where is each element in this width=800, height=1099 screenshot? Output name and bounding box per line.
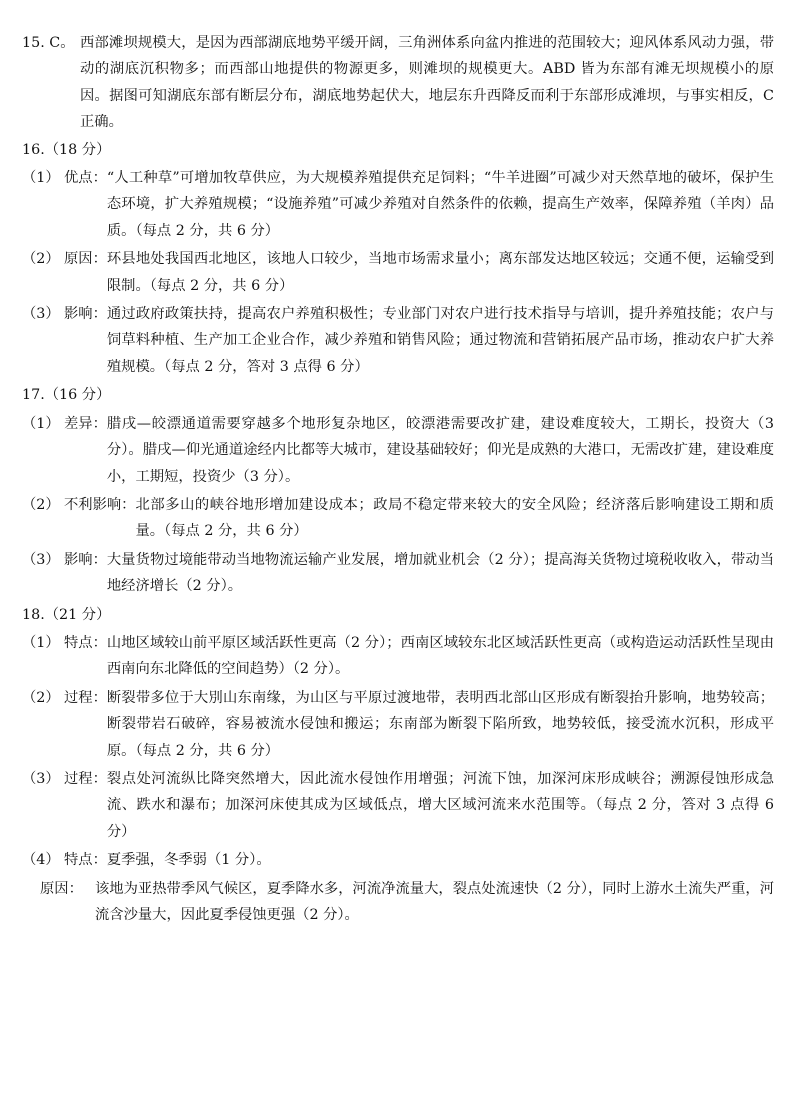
q17-item-1-text: 腊戌—皎漂通道需要穿越多个地形复杂地区，皎漂港需要改扩建，建设难度较大，工期长，投资大（3 分）。腊戌—仰光通道途经内比都等大城市，建设基础较好；仰光是成熟的大港口，无需改扩建，建设难度小，工期短，投资少（3 分）。 [106,415,774,485]
question-15-text: 西部滩坝规模大，是因为西部湖底地势平缓开阔，三角洲体系向盆内推进的范围较大；迎风体系风动力强，带动的湖底沉积物多；而西部山地提供的物源更多，则滩坝的规模更大。ABD 皆为东部有滩无坝规模小的原因。据图可知湖底东部有断层分布，湖底地势起伏大，地层东升西降反而利于东部形成滩坝，与事实相反，C 正确。 [80,35,774,131]
q18-item-1-text: 山地区域较山前平原区域活跃性更高（2 分）；西南区域较东北区域活跃性更高（或构造运动活跃性呈现由西南向东北降低的空间趋势）（2 分）。 [106,634,774,678]
q16-item-3-text: 通过政府政策扶持，提高农户养殖积极性；专业部门对农户进行技术指导与培训，提升养殖技能；农户与饲草料种植、生产加工企业合作，减少养殖和销售风险；通过物流和营销拓展产品市场，推动农户扩大养殖规模。（每点 2 分，答对 3 点得 6 分） [106,306,774,375]
q16-item-3-label: 影响： [64,306,107,323]
q16-item-2 [22,246,774,299]
q17-item-3-number: （3） [22,551,60,568]
q18-item-4-text: 夏季强，冬季弱（1 分）。 [106,852,271,869]
question-16 [22,137,774,381]
q17-item-1-number: （1） [22,415,60,432]
question-15 [22,30,774,136]
q18-item-4-label: 特点： [64,852,107,869]
q18-item-2-number: （2） [22,689,60,706]
question-17-title: 17.（16 分） [22,387,111,404]
question-17 [22,382,774,599]
q18-item-3 [22,766,774,845]
q16-item-1-label: 优点： [64,170,107,187]
q18-item-4-number: （4） [22,852,60,869]
q18-item-1 [22,630,774,683]
q17-item-2-label: 不利影响： [64,496,136,513]
q16-item-2-number: （2） [22,251,60,268]
q17-item-3 [22,547,774,600]
q18-item-4-reason-label: 原因： [40,880,83,897]
q17-item-3-label: 影响： [64,551,107,568]
q18-item-2-label: 过程： [64,689,107,706]
q18-item-3-label: 过程： [64,770,107,787]
q18-item-4 [22,847,774,873]
q17-item-1 [22,411,774,490]
q18-item-4-reason [40,876,774,929]
q18-item-3-number: （3） [22,770,60,787]
q16-item-2-text: 环县地处我国西北地区，该地人口较少，当地市场需求量小；离东部发达地区较远；交通不便，运输受到限制。（每点 2 分，共 6 分） [106,251,774,294]
q16-item-3-number: （3） [22,306,60,323]
q16-item-1-number: （1） [22,170,60,187]
question-18 [22,602,774,929]
q17-item-2-number: （2） [22,496,60,513]
q18-item-2 [22,685,774,764]
q17-item-3-text: 大量货物过境能带动当地物流运输产业发展，增加就业机会（2 分）；提高海关货物过境税收收入，带动当地经济增长（2 分）。 [106,551,774,595]
q16-item-3 [22,301,774,380]
q16-item-2-label: 原因： [64,251,107,268]
q18-item-3-text: 裂点处河流纵比降突然增大，因此流水侵蚀作用增强；河流下蚀，加深河床形成峡谷；溯源侵蚀形成急流、跌水和瀑布；加深河床使其成为区域低点，增大区域河流来水范围等。（每点 2 分，答对 3 点得 6 分） [106,770,774,840]
q17-item-2 [22,492,774,545]
question-16-title: 16.（18 分） [22,141,111,158]
q18-item-1-number: （1） [22,634,60,651]
question-18-title: 18.（21 分） [22,606,111,623]
q16-item-1-text: “人工种草”可增加牧草供应，为大规模养殖提供充足饲料；“牛羊进圈”可减少对天然草地的破坏，保护生态环境，扩大养殖规模；“设施养殖”可减少养殖对自然条件的依赖，提高生产效率，保障养殖（羊肉）品质。（每点 2 分，共 6 分） [106,170,774,239]
question-15-number: 15. C。 [22,35,75,51]
q17-item-2-text: 北部多山的峡谷地形增加建设成本；政局不稳定带来较大的安全风险；经济落后影响建设工期和质量。（每点 2 分，共 6 分） [135,496,774,540]
q18-item-1-label: 特点： [64,634,107,651]
q16-item-1 [22,165,774,244]
q18-item-4-reason-text: 该地为亚热带季风气候区，夏季降水多，河流净流量大，裂点处流速快（2 分），同时上游水土流失严重，河流含沙量大，因此夏季侵蚀更强（2 分）。 [95,880,774,923]
q17-item-1-label: 差异： [64,415,107,432]
q18-item-2-text: 断裂带多位于大別山东南缘，为山区与平原过渡地带，表明西北部山区形成有断裂抬升影响，地势较高；断裂带岩石破碎，容易被流水侵蚀和搬运；东南部为断裂下陷所致，地势较低，接受流水沉积，形成平原。（每点 2 分，共 6 分） [106,689,774,759]
